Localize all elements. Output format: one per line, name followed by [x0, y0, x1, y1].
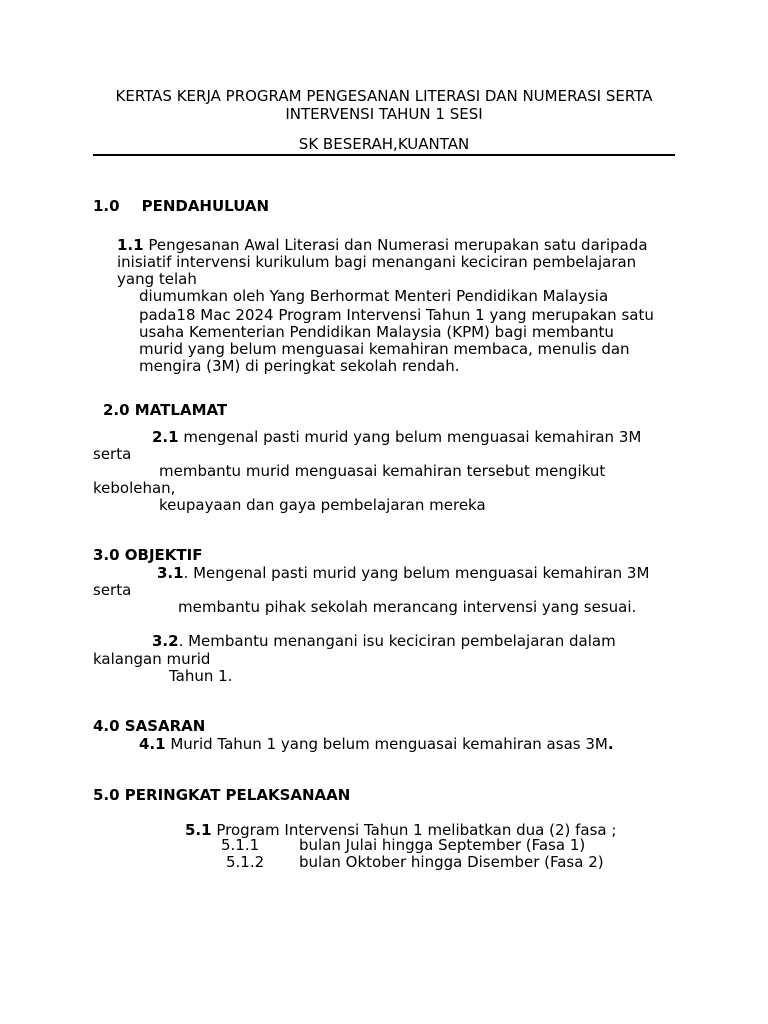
paragraph-number: 5.1 [185, 821, 212, 839]
section-1-heading [93, 198, 269, 215]
list-item-5-1-2-text: bulan Oktober hingga Disember (Fasa 2) [299, 853, 604, 871]
paragraph-line: kalangan murid [93, 650, 211, 668]
list-item-5-1-1-number: 5.1.1 [221, 836, 260, 854]
section-1-number: 1.0 [93, 197, 120, 215]
paragraph-line: serta [93, 581, 132, 599]
section-3-heading: 3.0 OBJEKTIF [93, 546, 203, 564]
section-2-heading: 2.0 MATLAMAT [103, 401, 228, 419]
section-1-title: PENDAHULUAN [141, 197, 270, 215]
paragraph-1-1-line [117, 237, 648, 254]
title-divider [93, 154, 675, 156]
paragraph-line: membantu pihak sekolah merancang intervensi yang sesuai. [178, 598, 637, 616]
paragraph-line: inisiatif intervensi kurikulum bagi menangani keciciran pembelajaran [117, 253, 637, 271]
paragraph-text: . Membantu menangani isu keciciran pembelajaran dalam [178, 632, 616, 650]
list-item-5-1-2-number: 5.1.2 [226, 853, 265, 871]
paragraph-line: membantu murid menguasai kemahiran tersebut mengikut [159, 462, 606, 480]
paragraph-line: keupayaan dan gaya pembelajaran mereka [159, 496, 486, 514]
paragraph-line: Tahun 1. [169, 667, 233, 685]
paragraph-4-1-line [139, 736, 614, 753]
paragraph-number: 3.1 [157, 564, 184, 582]
school-name: SK BESERAH,KUANTAN [298, 135, 470, 153]
document-title-line-1: KERTAS KERJA PROGRAM PENGESANAN LITERASI DAN NUMERASI SERTA [115, 87, 653, 105]
paragraph-number: 2.1 [152, 428, 179, 446]
paragraph-text: Pengesanan Awal Literasi dan Numerasi merupakan satu daripada [143, 236, 648, 254]
paragraph-line: serta [93, 445, 132, 463]
list-item-5-1-1-text: bulan Julai hingga September (Fasa 1) [299, 836, 586, 854]
paragraph-line: diumumkan oleh Yang Berhormat Menteri Pendidikan Malaysia [139, 287, 609, 305]
paragraph-number: 4.1 [139, 735, 166, 753]
paragraph-line: murid yang belum menguasai kemahiran membaca, menulis dan [139, 340, 630, 358]
paragraph-2-1-line [152, 429, 641, 446]
paragraph-line: yang telah [117, 270, 197, 288]
section-4-heading: 4.0 SASARAN [93, 717, 206, 735]
paragraph-3-1-line [157, 565, 649, 582]
paragraph-text: . Mengenal pasti murid yang belum menguasai kemahiran 3M [183, 564, 650, 582]
paragraph-line: pada18 Mac 2024 Program Intervensi Tahun 1 yang merupakan satu [139, 306, 654, 324]
document-title-line-2: INTERVENSI TAHUN 1 SESI [285, 105, 483, 123]
paragraph-line: kebolehan, [93, 479, 176, 497]
paragraph-3-2-line [152, 633, 616, 650]
paragraph-number: 1.1 [117, 236, 144, 254]
paragraph-text: Program Intervensi Tahun 1 melibatkan dua (2) fasa ; [211, 821, 617, 839]
paragraph-text: Murid Tahun 1 yang belum menguasai kemahiran asas 3M [165, 735, 608, 753]
paragraph-line: usaha Kementerian Pendidikan Malaysia (KPM) bagi membantu [139, 323, 614, 341]
section-5-heading: 5.0 PERINGKAT PELAKSANAAN [93, 786, 351, 804]
paragraph-text: mengenal pasti murid yang belum menguasai kemahiran 3M [178, 428, 642, 446]
paragraph-number: 3.2 [152, 632, 179, 650]
paragraph-line: mengira (3M) di peringkat sekolah rendah. [139, 357, 460, 375]
paragraph-end-period: . [607, 735, 614, 753]
